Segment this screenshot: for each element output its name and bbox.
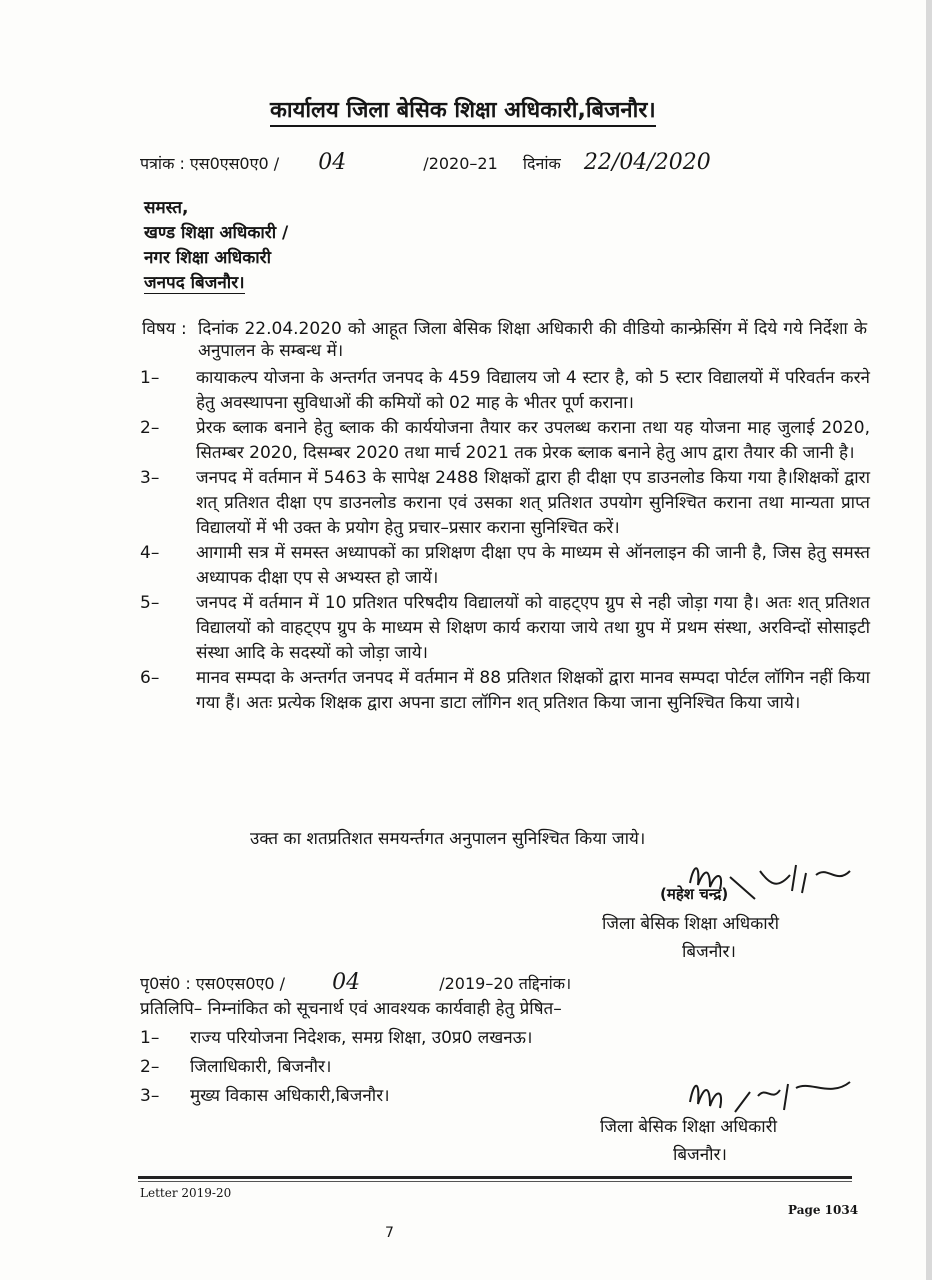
ref-date-value: 22/04/2020 (583, 150, 711, 175)
footer-divider (138, 1176, 852, 1179)
list-item (140, 1024, 532, 1053)
list-item (140, 541, 870, 591)
item-number: 2– (140, 418, 160, 438)
addressee-block (144, 196, 288, 296)
list-item (140, 1082, 532, 1111)
list-item (140, 591, 870, 666)
signatory-block-2 (600, 1113, 777, 1169)
list-item (140, 366, 870, 416)
copy-ref-number: 04 (332, 970, 361, 995)
list-item (140, 1053, 532, 1082)
ref-label: पत्रांक : एस0एस0ए0 / (140, 154, 280, 173)
closing-line: उक्त का शतप्रतिशत समयर्न्तगत अनुपालन सुनिश्चित किया जाये। (250, 829, 646, 849)
directive-list (140, 366, 870, 716)
copy-number: 1– (140, 1028, 160, 1048)
addressee-line: खण्ड शिक्षा अधिकारी / (144, 223, 289, 243)
ref-date-label: दिनांक (522, 154, 561, 173)
item-number: 4– (140, 543, 160, 563)
reference-line (140, 150, 711, 175)
copy-ref-session: /2019–20 तद्दिनांक। (439, 974, 572, 993)
copy-text: राज्य परियोजना निदेशक, समग्र शिक्षा, उ0प्र0 लखनऊ। (190, 1028, 533, 1048)
copy-reference-line (140, 970, 571, 995)
addressee-line: समस्त, (144, 198, 189, 218)
item-text: जनपद में वर्तमान में 5463 के सापेक्ष 2488 शिक्षकों द्वारा ही दीक्षा एप डाउनलोड किया गया है।शिक्षकों द्वारा शत् प्रतिशत दीक्षा एप डाउनलोड कराना एवं उसका शत् प्रतिशत उपयोग सुनिश्चित कराना तथा मान्यता प्राप्त विद्यालयों में भी उक्त के प्रयोग हेतु प्रचार–प्रसार कराना सुनिश्चित करें। (196, 468, 870, 538)
office-title: कार्यालय जिला बेसिक शिक्षा अधिकारी,बिजनौर। (270, 94, 656, 127)
subject-text: दिनांक 22.04.2020 को आहूत जिला बेसिक शिक्षा अधिकारी की वीडियो कान्फ्रेसिंग में दिये गये निर्देशा के अनुपालन के सम्बन्ध में। (198, 319, 867, 361)
signatory-name: (महेश चन्द्र) (660, 885, 729, 903)
copy-list (140, 1024, 532, 1111)
copy-intro: प्रतिलिपि– निम्नांकित को सूचनार्थ एवं आवश्यक कार्यवाही हेतु प्रेषित– (140, 999, 562, 1019)
addressee-line: नगर शिक्षा अधिकारी (144, 248, 272, 268)
item-text: जनपद में वर्तमान में 10 प्रतिशत परिषदीय विद्यालयों को वाहट्एप ग्रुप से नही जोड़ा गया है। अतः शत् प्रतिशत विद्यालयों को वाहट्एप ग्रुप के माध्यम से शिक्षण कार्य कराया जाये तथा ग्रुप में प्रथम संस्था, अरविन्दों सोसाइटी संस्था आदि के सदस्यों को जोड़ा जाये। (196, 593, 870, 663)
page-number: Page 1034 (788, 1203, 859, 1217)
signatory-block-1 (602, 910, 779, 966)
item-text: आगामी सत्र में समस्त अध्यापकों का प्रशिक्षण दीक्षा एप के माध्यम से ऑनलाइन की जानी है, जिस हेतु समस्त अध्यापक दीक्षा एप से अभ्यस्त हो जायें। (196, 543, 870, 588)
signatory-designation: जिला बेसिक शिक्षा अधिकारी (602, 914, 780, 934)
item-text: कायाकल्प योजना के अन्तर्गत जनपद के 459 विद्यालय जो 4 स्टार है, को 5 स्टार विद्यालयों में परिवर्तन करने हेतु अवस्थापना सुविधाओं की कमियों को 02 माह के भीतर पूर्ण कराना। (196, 368, 870, 413)
ref-session: /2020–21 (423, 154, 498, 173)
copy-text: जिलाधिकारी, बिजनौर। (190, 1057, 332, 1077)
item-number: 6– (140, 668, 160, 688)
copy-ref-label: पृ0सं0 : एस0एस0ए0 / (140, 974, 286, 993)
addressee-line: जनपद बिजनौर। (144, 273, 245, 293)
copy-number: 2– (140, 1057, 160, 1077)
signatory-place: बिजनौर। (682, 942, 736, 962)
ref-number: 04 (318, 150, 347, 175)
footer-divider (138, 1181, 852, 1182)
page-mark: 7 (385, 1225, 394, 1241)
item-number: 1– (140, 368, 160, 388)
list-item (140, 416, 870, 466)
list-item (140, 666, 870, 716)
item-number: 5– (140, 593, 160, 613)
subject-label: विषय : (142, 319, 187, 339)
item-number: 3– (140, 468, 160, 488)
subject-block (142, 318, 867, 362)
signatory-designation: जिला बेसिक शिक्षा अधिकारी (600, 1117, 778, 1137)
footer-left-label: Letter 2019-20 (140, 1186, 232, 1200)
list-item (140, 466, 870, 541)
signatory-place: बिजनौर। (673, 1145, 727, 1165)
copy-number: 3– (140, 1086, 160, 1106)
copy-text: मुख्य विकास अधिकारी,बिजनौर। (190, 1086, 390, 1106)
item-text: मानव सम्पदा के अन्तर्गत जनपद में वर्तमान में 88 प्रतिशत शिक्षकों द्वारा मानव सम्पदा पोर्टल लॉगिन नहीं किया गया हैं। अतः प्रत्येक शिक्षक द्वारा अपना डाटा लॉगिन शत् प्रतिशत किया जाना सुनिश्चित किया जाये। (196, 668, 870, 713)
page-edge (926, 0, 932, 1280)
item-text: प्रेरक ब्लाक बनाने हेतु ब्लाक की कार्ययोजना तैयार कर उपलब्ध कराना तथा यह योजना माह जुलाई 2020, सितम्बर 2020, दिसम्बर 2020 तथा मार्च 2021 तक प्रेरक ब्लाक बनाने हेतु आप द्वारा तैयार की जानी है। (196, 418, 870, 463)
signature-2 (680, 1072, 860, 1117)
